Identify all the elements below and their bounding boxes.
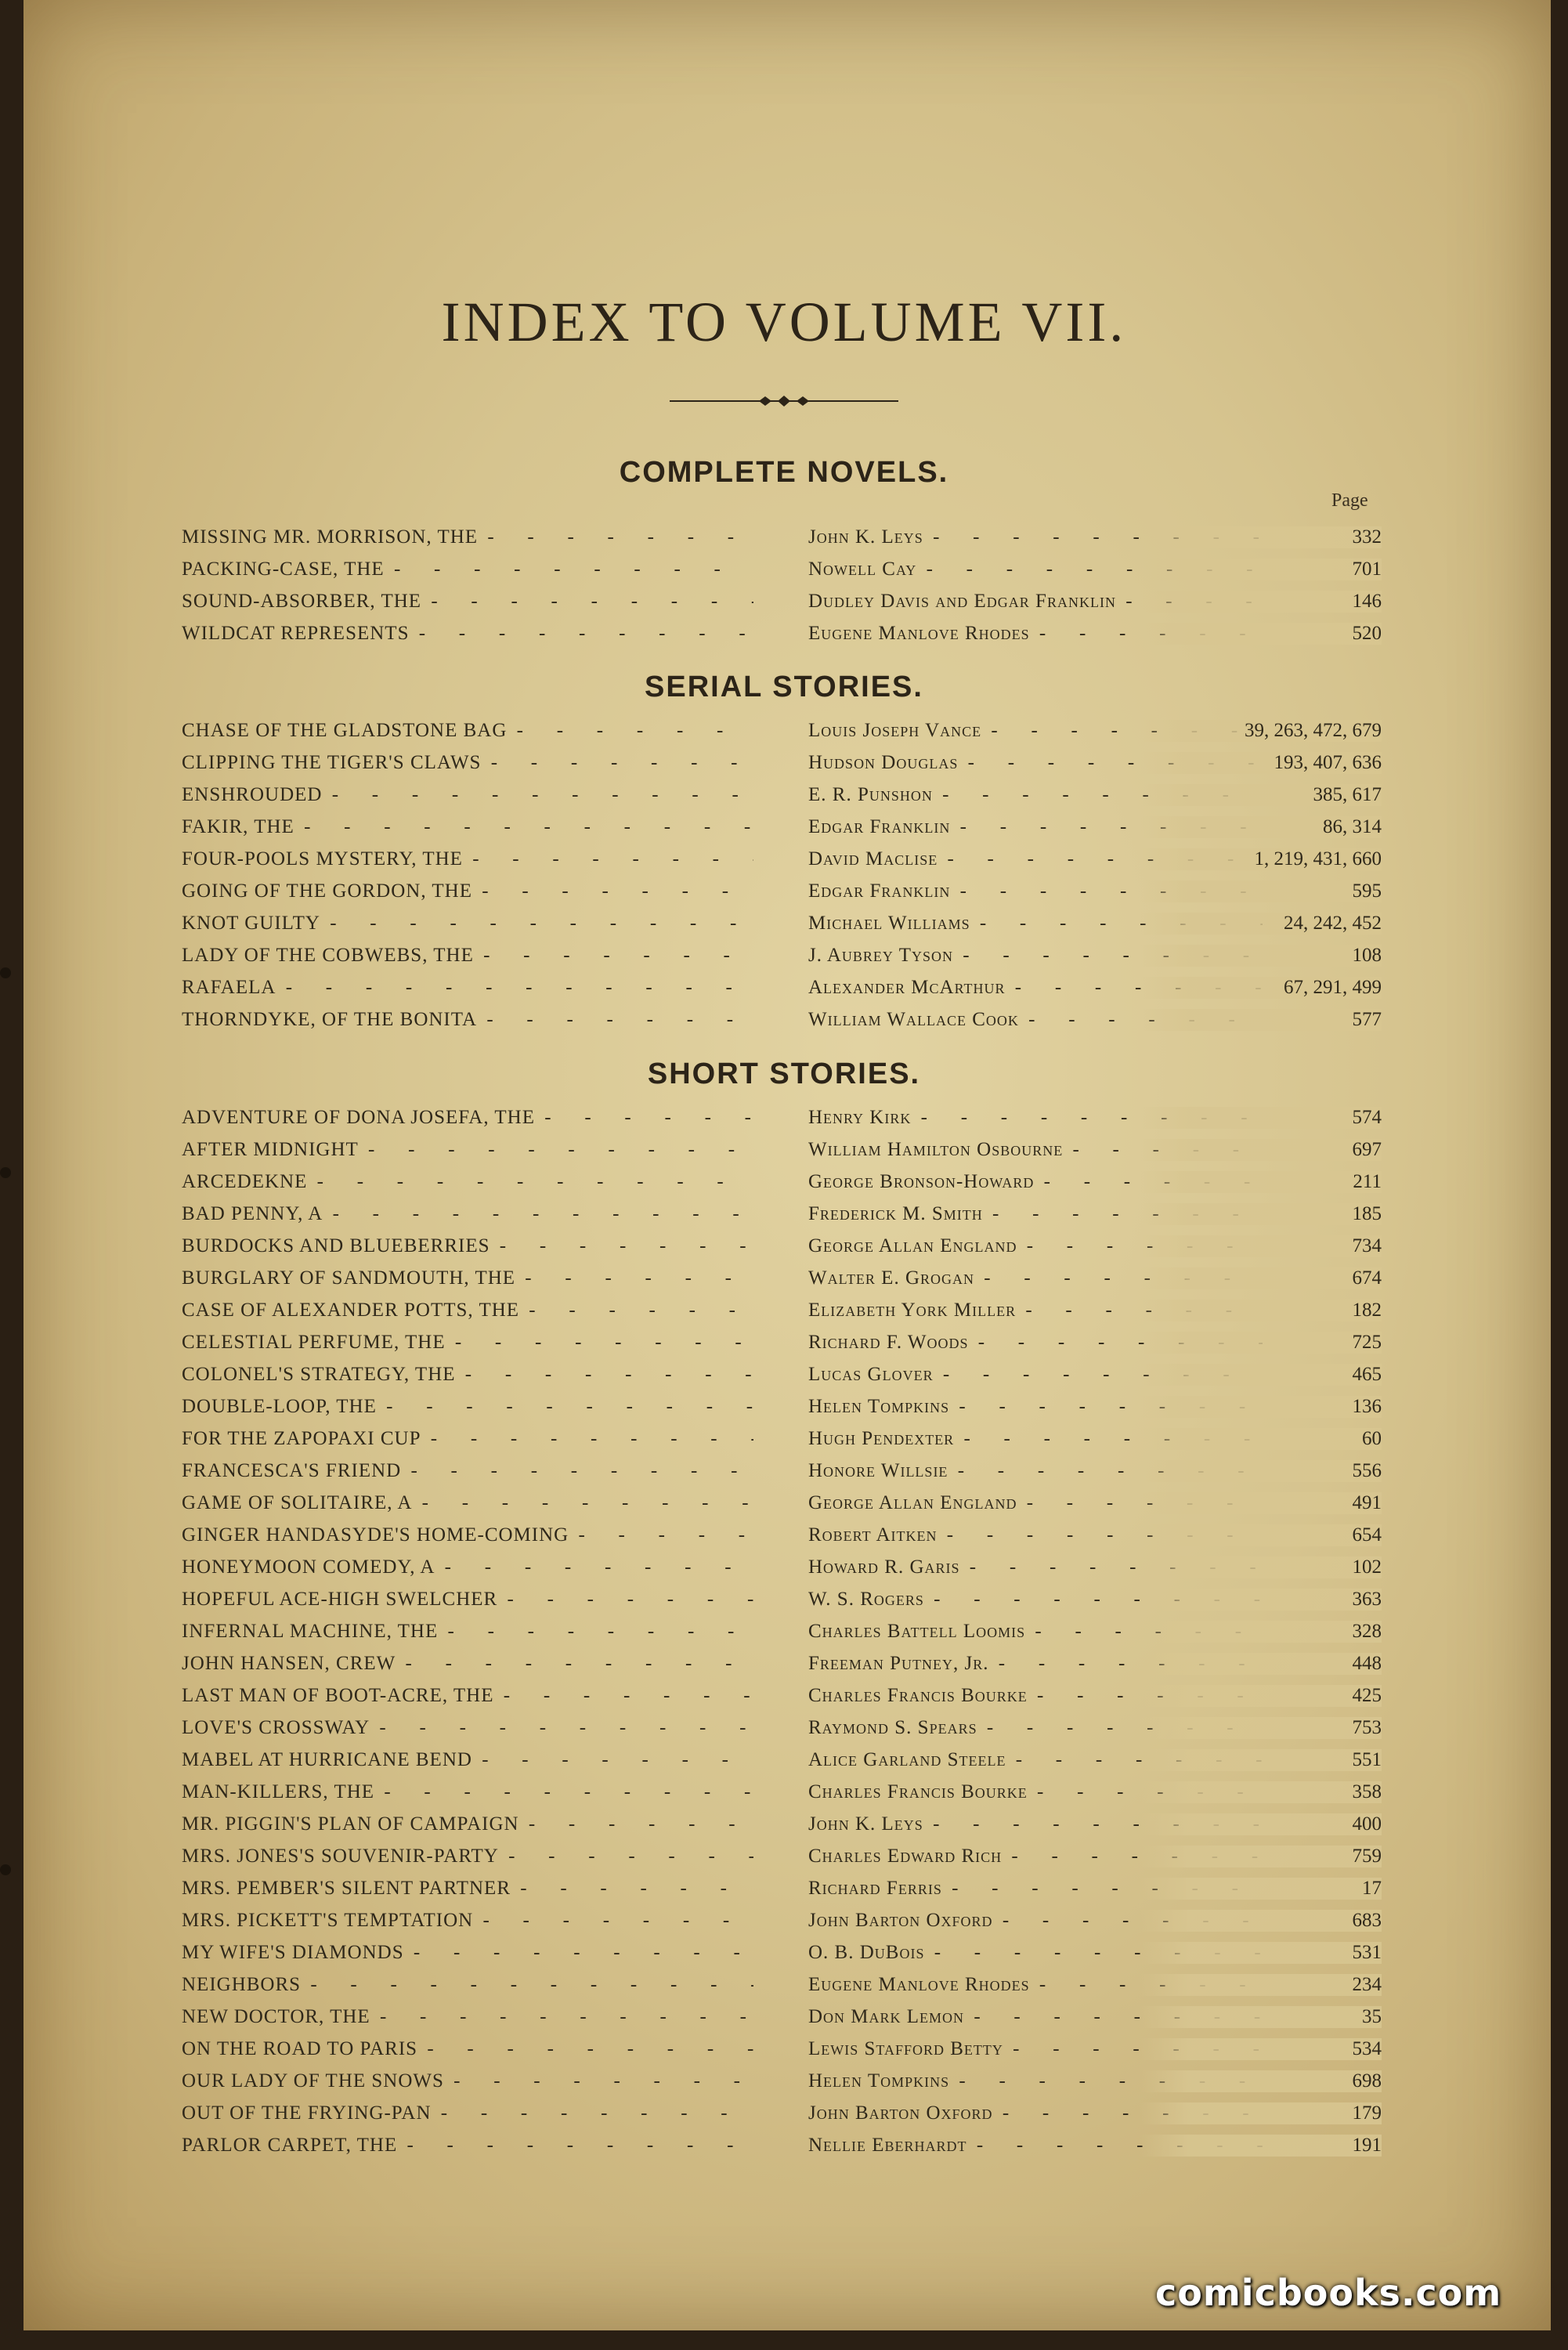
index-entry <box>0 1717 1568 1749</box>
entry-title: ADVENTURE OF DONA JOSEFA, THE - - <box>182 1107 753 1129</box>
entry-pages: 448 <box>1140 1653 1382 1675</box>
entry-pages: 39, 263, 472, 679 <box>1140 720 1382 742</box>
entry-pages: 1, 219, 431, 660 <box>1140 848 1382 870</box>
index-entry <box>0 1203 1568 1235</box>
entry-pages: 35 <box>1140 2006 1382 2028</box>
index-entry <box>0 1749 1568 1781</box>
entry-title: KNOT GUILTY - - <box>182 913 753 935</box>
entry-pages: 182 <box>1140 1300 1382 1321</box>
index-entry <box>0 1267 1568 1300</box>
entry-author: Edgar Franklin - - <box>808 880 1263 902</box>
entry-author: Louis Joseph Vance - - <box>808 720 1263 742</box>
entry-title: CLIPPING THE TIGER'S CLAWS - - <box>182 752 753 774</box>
index-entry <box>0 1492 1568 1524</box>
entry-title: ARCEDEKNE - - <box>182 1171 753 1193</box>
entry-pages: 753 <box>1140 1717 1382 1739</box>
section-heading-serial-stories: SERIAL STORIES. <box>645 671 923 703</box>
index-entry <box>0 1460 1568 1492</box>
entry-author: David Maclise - - <box>808 848 1263 870</box>
entry-pages: 759 <box>1140 1846 1382 1867</box>
entry-pages: 534 <box>1140 2038 1382 2060</box>
index-entry <box>0 1364 1568 1396</box>
index-entry <box>0 848 1568 880</box>
entry-pages: 108 <box>1140 945 1382 967</box>
index-entry <box>0 2135 1568 2167</box>
index-entry <box>0 1396 1568 1428</box>
entry-pages: 363 <box>1140 1589 1382 1611</box>
entry-author: Helen Tompkins - - <box>808 1396 1263 1418</box>
entry-author: J. Aubrey Tyson - - <box>808 945 1263 967</box>
entry-pages: 520 <box>1140 623 1382 645</box>
entry-author: Hudson Douglas - - <box>808 752 1263 774</box>
ornament-divider-icon <box>670 393 898 409</box>
index-entry <box>0 591 1568 623</box>
index-entry <box>0 1009 1568 1041</box>
index-entry <box>0 1653 1568 1685</box>
index-entry <box>0 1685 1568 1717</box>
entry-title: MABEL AT HURRICANE BEND - - <box>182 1749 753 1771</box>
entry-author: Don Mark Lemon - - <box>808 2006 1263 2028</box>
entry-title: FOUR-POOLS MYSTERY, THE - - <box>182 848 753 870</box>
entry-pages: 191 <box>1140 2135 1382 2157</box>
entry-pages: 574 <box>1140 1107 1382 1129</box>
entry-title: RAFAELA - - <box>182 977 753 999</box>
entry-author: Howard R. Garis - - <box>808 1556 1263 1578</box>
entry-pages: 86, 314 <box>1140 816 1382 838</box>
entry-author: Richard Ferris - - <box>808 1878 1263 1900</box>
entry-pages: 551 <box>1140 1749 1382 1771</box>
entry-pages: 556 <box>1140 1460 1382 1482</box>
entry-pages: 491 <box>1140 1492 1382 1514</box>
section-heading-short-stories: SHORT STORIES. <box>647 1058 921 1090</box>
entry-pages: 332 <box>1140 526 1382 548</box>
entry-pages: 701 <box>1140 559 1382 580</box>
entry-author: George Allan England - - <box>808 1492 1263 1514</box>
entry-pages: 654 <box>1140 1524 1382 1546</box>
entry-author: Henry Kirk - - <box>808 1107 1263 1129</box>
entry-author: John K. Leys - - <box>808 1813 1263 1835</box>
entry-title: NEW DOCTOR, THE - - <box>182 2006 753 2028</box>
entry-author: Charles Francis Bourke - - <box>808 1685 1263 1707</box>
entry-pages: 60 <box>1140 1428 1382 1450</box>
entry-pages: 136 <box>1140 1396 1382 1418</box>
entry-title: PACKING-CASE, THE - - <box>182 559 753 580</box>
entry-author: Helen Tompkins - - <box>808 2070 1263 2092</box>
entry-title: LOVE'S CROSSWAY - - <box>182 1717 753 1739</box>
entry-author: Charles Francis Bourke - - <box>808 1781 1263 1803</box>
index-entry <box>0 1878 1568 1910</box>
index-entry <box>0 1524 1568 1556</box>
entry-title: MRS. JONES'S SOUVENIR-PARTY - - <box>182 1846 753 1867</box>
entry-title: CELESTIAL PERFUME, THE - - <box>182 1332 753 1354</box>
entry-title: FRANCESCA'S FRIEND - - <box>182 1460 753 1482</box>
entry-pages: 683 <box>1140 1910 1382 1932</box>
entry-author: Dudley Davis and Edgar Franklin - - <box>808 591 1263 613</box>
entry-pages: 67, 291, 499 <box>1140 977 1382 999</box>
entry-pages: 17 <box>1140 1878 1382 1900</box>
entry-pages: 211 <box>1140 1171 1382 1193</box>
entry-title: MISSING MR. MORRISON, THE - - <box>182 526 753 548</box>
index-entry <box>0 784 1568 816</box>
entry-author: George Allan England - - <box>808 1235 1263 1257</box>
entry-title: WILDCAT REPRESENTS - - <box>182 623 753 645</box>
entry-pages: 595 <box>1140 880 1382 902</box>
index-entry <box>0 1556 1568 1589</box>
entry-author: W. S. Rogers - - <box>808 1589 1263 1611</box>
entry-author: Hugh Pendexter - - <box>808 1428 1263 1450</box>
entry-author: John Barton Oxford - - <box>808 2102 1263 2124</box>
entry-author: George Bronson-Howard - - <box>808 1171 1263 1193</box>
entry-pages: 400 <box>1140 1813 1382 1835</box>
index-entry <box>0 816 1568 848</box>
index-entry <box>0 1846 1568 1878</box>
entry-author: Michael Williams - - <box>808 913 1263 935</box>
index-entry <box>0 1428 1568 1460</box>
entry-pages: 358 <box>1140 1781 1382 1803</box>
entry-pages: 425 <box>1140 1685 1382 1707</box>
entry-title: GINGER HANDASYDE'S HOME-COMING - - <box>182 1524 753 1546</box>
entry-author: Robert Aitken - - <box>808 1524 1263 1546</box>
index-entry <box>0 2070 1568 2102</box>
entry-author: Lewis Stafford Betty - - <box>808 2038 1263 2060</box>
index-entry <box>0 1813 1568 1846</box>
entry-pages: 234 <box>1140 1974 1382 1996</box>
entry-pages: 577 <box>1140 1009 1382 1031</box>
index-entry <box>0 2006 1568 2038</box>
entry-title: OUT OF THE FRYING-PAN - - <box>182 2102 753 2124</box>
entry-pages: 698 <box>1140 2070 1382 2092</box>
entry-author: John Barton Oxford - - <box>808 1910 1263 1932</box>
entry-author: Charles Edward Rich - - <box>808 1846 1263 1867</box>
index-entry <box>0 1139 1568 1171</box>
entry-author: E. R. Punshon - - <box>808 784 1263 806</box>
entry-author: Nellie Eberhardt - - <box>808 2135 1263 2157</box>
entry-title: NEIGHBORS - - <box>182 1974 753 1996</box>
entry-author: Frederick M. Smith - - <box>808 1203 1263 1225</box>
entry-pages: 24, 242, 452 <box>1140 913 1382 935</box>
index-entry <box>0 945 1568 977</box>
entry-author: Eugene Manlove Rhodes - - <box>808 623 1263 645</box>
entry-pages: 179 <box>1140 2102 1382 2124</box>
entry-author: Alice Garland Steele - - <box>808 1749 1263 1771</box>
index-entry <box>0 1171 1568 1203</box>
entry-pages: 102 <box>1140 1556 1382 1578</box>
entry-pages: 385, 617 <box>1140 784 1382 806</box>
entry-pages: 193, 407, 636 <box>1140 752 1382 774</box>
index-entry <box>0 2102 1568 2135</box>
entry-title: OUR LADY OF THE SNOWS - - <box>182 2070 753 2092</box>
entry-title: FAKIR, THE - - <box>182 816 753 838</box>
entry-pages: 328 <box>1140 1621 1382 1643</box>
index-entry <box>0 1589 1568 1621</box>
index-entry <box>0 1942 1568 1974</box>
entry-author: William Hamilton Osbourne - - <box>808 1139 1263 1161</box>
entry-author: John K. Leys - - <box>808 526 1263 548</box>
index-entry <box>0 1332 1568 1364</box>
entry-title: GOING OF THE GORDON, THE - - <box>182 880 753 902</box>
index-entry <box>0 1781 1568 1813</box>
entry-title: FOR THE ZAPOPAXI CUP - - <box>182 1428 753 1450</box>
index-entry <box>0 1235 1568 1267</box>
entry-author: Freeman Putney, Jr. - - <box>808 1653 1263 1675</box>
index-entry <box>0 752 1568 784</box>
entry-title: HOPEFUL ACE-HIGH SWELCHER - - <box>182 1589 753 1611</box>
index-entry <box>0 880 1568 913</box>
entry-pages: 725 <box>1140 1332 1382 1354</box>
entry-pages: 146 <box>1140 591 1382 613</box>
entry-title: THORNDYKE, OF THE BONITA - - <box>182 1009 753 1031</box>
index-entry <box>0 977 1568 1009</box>
entry-title: MR. PIGGIN'S PLAN OF CAMPAIGN - - <box>182 1813 753 1835</box>
index-entry <box>0 913 1568 945</box>
entry-title: MAN-KILLERS, THE - - <box>182 1781 753 1803</box>
page-column-label: Page <box>1331 490 1368 511</box>
entry-title: JOHN HANSEN, CREW - - <box>182 1653 753 1675</box>
index-entry <box>0 1974 1568 2006</box>
entry-title: DOUBLE-LOOP, THE - - <box>182 1396 753 1418</box>
entry-title: MRS. PEMBER'S SILENT PARTNER - - <box>182 1878 753 1900</box>
entry-author: Alexander McArthur - - <box>808 977 1263 999</box>
entry-title: BAD PENNY, A - - <box>182 1203 753 1225</box>
entry-author: Honore Willsie - - <box>808 1460 1263 1482</box>
entry-pages: 674 <box>1140 1267 1382 1289</box>
page-title: INDEX TO VOLUME VII. <box>441 291 1127 353</box>
entry-pages: 697 <box>1140 1139 1382 1161</box>
entry-title: AFTER MIDNIGHT - - <box>182 1139 753 1161</box>
index-entry <box>0 1910 1568 1942</box>
entry-author: Raymond S. Spears - - <box>808 1717 1263 1739</box>
entry-pages: 734 <box>1140 1235 1382 1257</box>
entry-author: William Wallace Cook - - <box>808 1009 1263 1031</box>
entry-title: CHASE OF THE GLADSTONE BAG - - <box>182 720 753 742</box>
entry-author: Edgar Franklin - - <box>808 816 1263 838</box>
index-entry <box>0 1621 1568 1653</box>
entry-title: MRS. PICKETT'S TEMPTATION - - <box>182 1910 753 1932</box>
entry-title: SOUND-ABSORBER, THE - - <box>182 591 753 613</box>
entry-title: LAST MAN OF BOOT-ACRE, THE - - <box>182 1685 753 1707</box>
entry-author: Charles Battell Loomis - - <box>808 1621 1263 1643</box>
entry-title: ON THE ROAD TO PARIS - - <box>182 2038 753 2060</box>
entry-author: Richard F. Woods - - <box>808 1332 1263 1354</box>
index-entry <box>0 1107 1568 1139</box>
entry-title: MY WIFE'S DIAMONDS - - <box>182 1942 753 1964</box>
index-entry <box>0 720 1568 752</box>
entry-title: LADY OF THE COBWEBS, THE - - <box>182 945 753 967</box>
entry-author: O. B. DuBois - - <box>808 1942 1263 1964</box>
entry-title: HONEYMOON COMEDY, A - - <box>182 1556 753 1578</box>
entry-title: COLONEL'S STRATEGY, THE - - <box>182 1364 753 1386</box>
section-heading-complete-novels: COMPLETE NOVELS. <box>619 456 949 489</box>
entry-author: Lucas Glover - - <box>808 1364 1263 1386</box>
entry-title: CASE OF ALEXANDER POTTS, THE - - <box>182 1300 753 1321</box>
entry-author: Elizabeth York Miller - - <box>808 1300 1263 1321</box>
index-entry <box>0 559 1568 591</box>
entry-title: BURGLARY OF SANDMOUTH, THE - - <box>182 1267 753 1289</box>
entry-title: BURDOCKS AND BLUEBERRIES - - <box>182 1235 753 1257</box>
entry-pages: 465 <box>1140 1364 1382 1386</box>
entry-title: GAME OF SOLITAIRE, A - - <box>182 1492 753 1514</box>
entry-author: Walter E. Grogan - - <box>808 1267 1263 1289</box>
entry-author: Nowell Cay - - <box>808 559 1263 580</box>
entry-title: INFERNAL MACHINE, THE - - <box>182 1621 753 1643</box>
entry-title: PARLOR CARPET, THE - - <box>182 2135 753 2157</box>
entry-pages: 185 <box>1140 1203 1382 1225</box>
index-entry <box>0 2038 1568 2070</box>
index-entry <box>0 526 1568 559</box>
index-entry <box>0 1300 1568 1332</box>
entry-author: Eugene Manlove Rhodes - - <box>808 1974 1263 1996</box>
index-entry <box>0 623 1568 655</box>
entry-pages: 531 <box>1140 1942 1382 1964</box>
entry-title: ENSHROUDED - - <box>182 784 753 806</box>
watermark-logo: comicbooks.com <box>1155 2272 1502 2314</box>
